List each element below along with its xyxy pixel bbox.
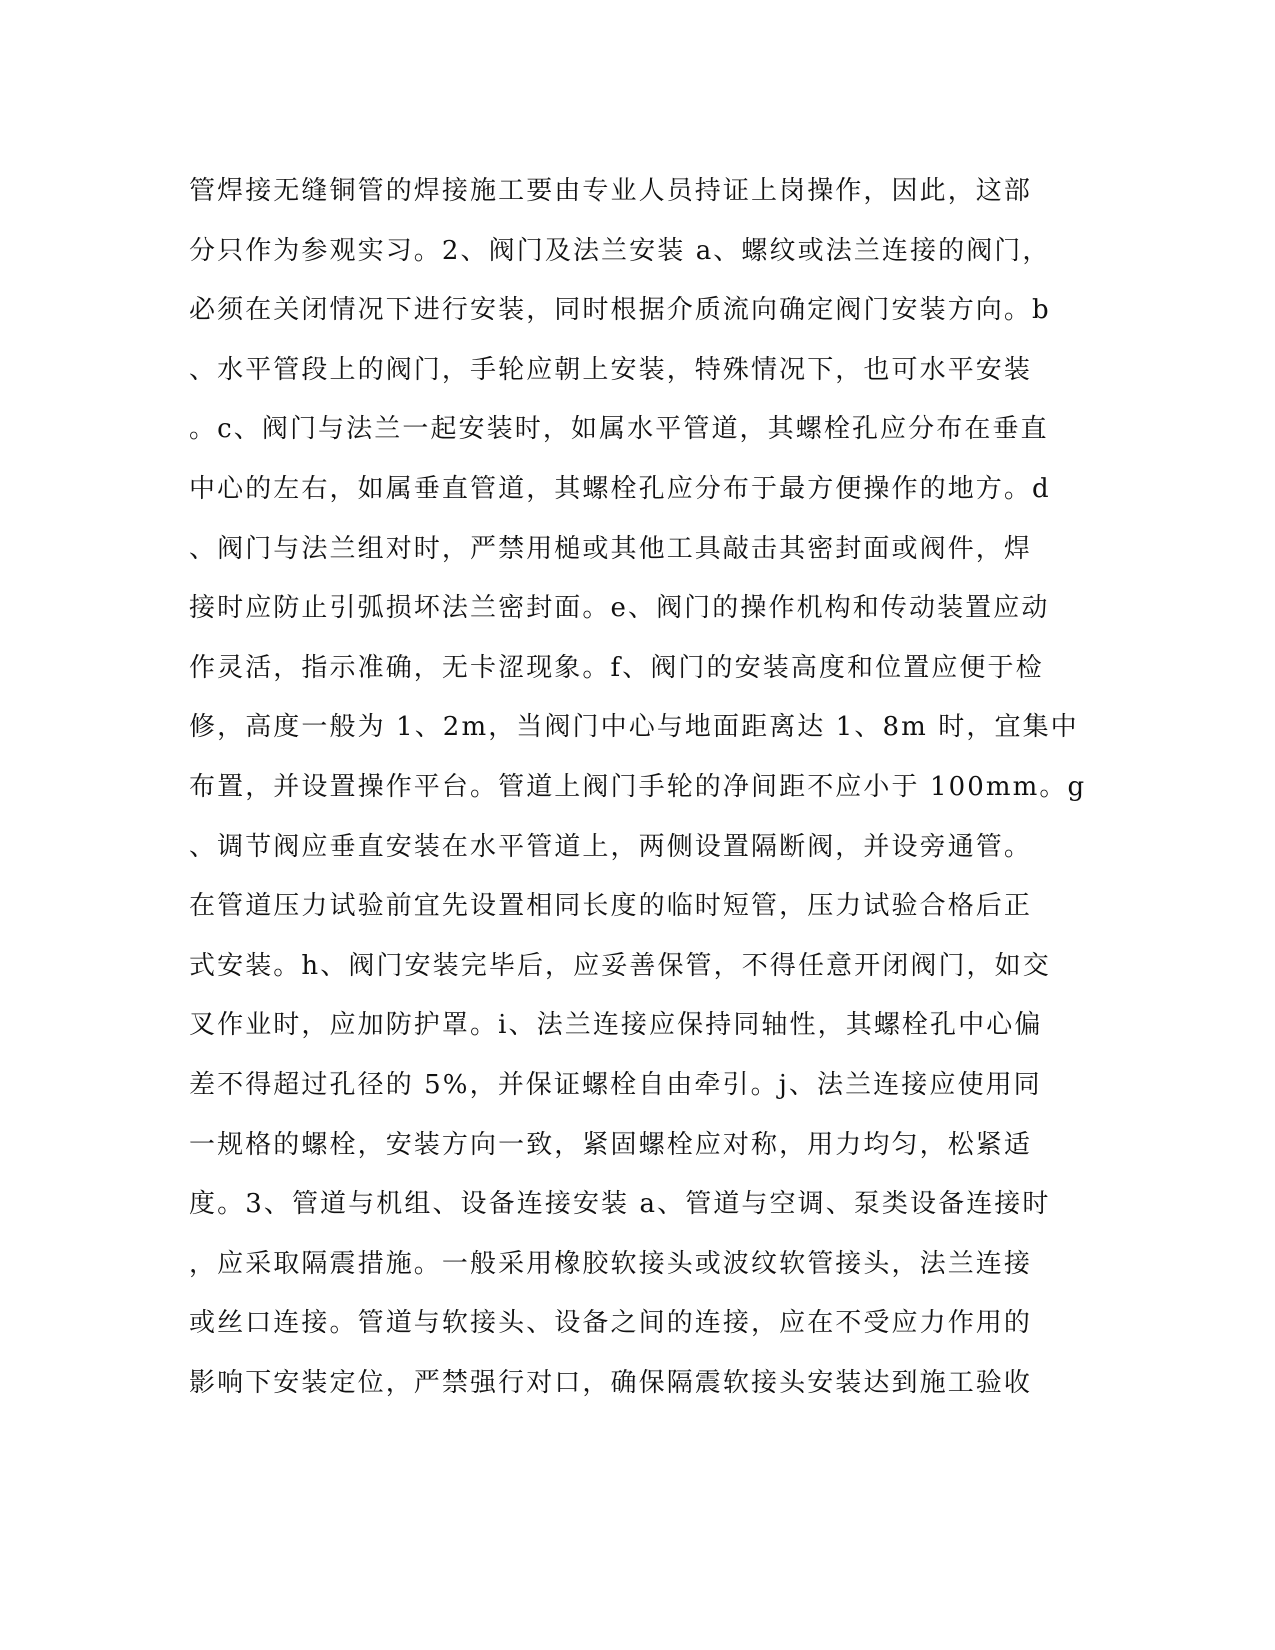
text-line: 中心的左右，如属垂直管道，其螺栓孔应分布于最方便操作的地方。d (189, 473, 1051, 504)
text-line: 管焊接无缝铜管的焊接施工要由专业人员持证上岗操作，因此，这部 (189, 176, 1033, 206)
text-line: 、阀门与法兰组对时，严禁用槌或其他工具敲击其密封面或阀件，焊 (189, 533, 1033, 564)
body-text (189, 162, 1089, 1413)
text-line: ，应采取隔震措施。一般采用橡胶软接头或波纹软管接头，法兰连接 (189, 1248, 1033, 1279)
text-line: 、水平管段上的阀门，手轮应朝上安装，特殊情况下，也可水平安装 (189, 354, 1033, 385)
text-line: 在管道压力试验前宜先设置相同长度的临时短管，压力试验合格后正 (189, 891, 1033, 922)
text-line: 分只作为参观实习。2、阀门及法兰安装 a、螺纹或法兰连接的阀门， (189, 235, 1051, 266)
text-line: 作灵活，指示准确，无卡涩现象。f、阀门的安装高度和位置应便于检 (189, 652, 1044, 683)
text-line: 接时应防止引弧损坏法兰密封面。e、阀门的操作机构和传动装置应动 (189, 593, 1050, 624)
text-line: 差不得超过孔径的 5%，并保证螺栓自由牵引。j、法兰连接应使用同 (189, 1069, 1042, 1100)
text-line: 布置，并设置操作平台。管道上阀门手轮的净间距不应小于 100mm。g (189, 771, 1087, 802)
text-line: 式安装。h、阀门安装完毕后，应妥善保管，不得任意开闭阀门，如交 (189, 950, 1051, 981)
text-line: 、调节阀应垂直安装在水平管道上，两侧设置隔断阀，并设旁通管。 (189, 831, 1033, 862)
text-line: 影响下安装定位，严禁强行对口，确保隔震软接头安装达到施工验收 (189, 1367, 1033, 1398)
text-line: 或丝口连接。管道与软接头、设备之间的连接，应在不受应力作用的 (189, 1308, 1033, 1339)
text-line: 叉作业时，应加防护罩。i、法兰连接应保持同轴性，其螺栓孔中心偏 (189, 1010, 1043, 1041)
text-line: 必须在关闭情况下进行安装，同时根据介质流向确定阀门安装方向。b (189, 295, 1051, 326)
text-line: 。c、阀门与法兰一起安装时，如属水平管道，其螺栓孔应分布在垂直 (189, 414, 1049, 445)
text-line: 修，高度一般为 1、2m，当阀门中心与地面距离达 1、8m 时，宜集中 (189, 712, 1079, 743)
text-line: 度。3、管道与机组、设备连接安装 a、管道与空调、泵类设备连接时 (189, 1189, 1051, 1220)
text-line: 一规格的螺栓，安装方向一致，紧固螺栓应对称，用力均匀，松紧适 (189, 1129, 1033, 1160)
